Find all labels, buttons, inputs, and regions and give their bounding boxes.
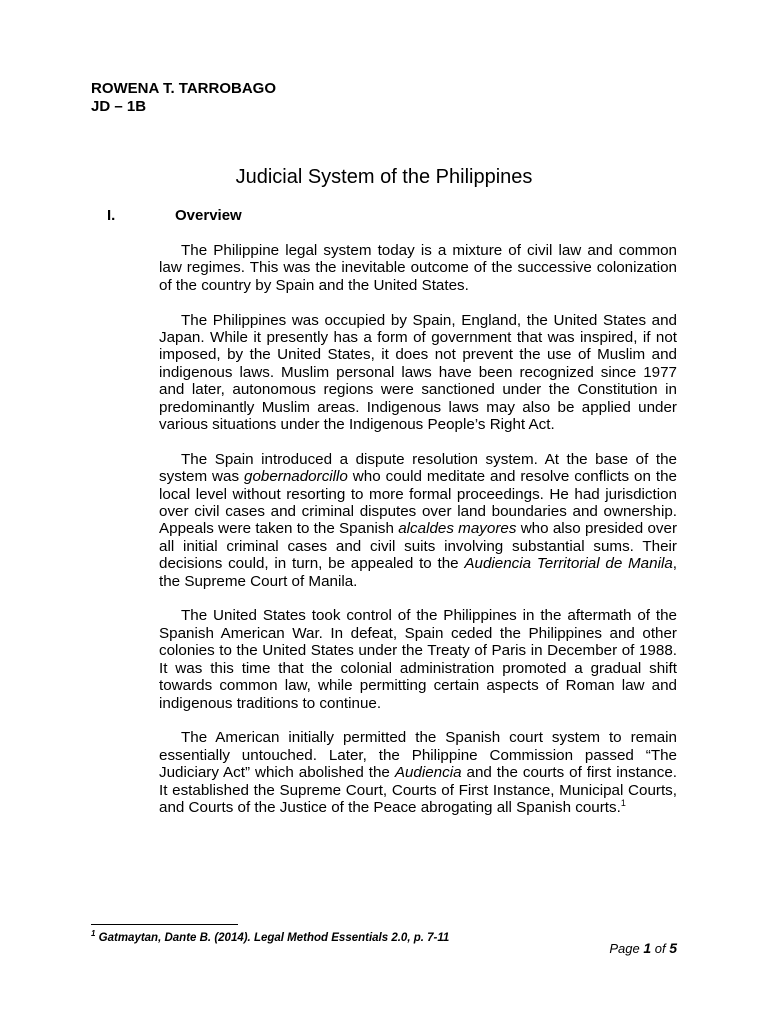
paragraph-1: The Philippine legal system today is a mixture of civil law and common law regimes. This was the inevitable outcome of the successive colonization of the country by Spain and the United States. xyxy=(159,242,677,294)
section-number: I. xyxy=(107,207,116,224)
italic-term: gobernadorcillo xyxy=(244,468,348,486)
body-text xyxy=(159,242,677,816)
author-class: JD – 1B xyxy=(91,98,147,115)
footnote-divider xyxy=(91,924,238,925)
paragraph-5 xyxy=(159,729,677,816)
page-of: of xyxy=(651,941,670,956)
total-pages: 5 xyxy=(669,940,677,956)
text-run: , the Supreme Court of Manila. xyxy=(159,555,678,590)
paragraph-4: The United States took control of the Philippines in the aftermath of the Spanish American War. In defeat, Spain ceded the Philippines and other colonies to the United States under the Treaty of Paris in December of 1988. It was this time that the colonial administration promoted a gradual shift towards common law, while permitting certain aspects of Roman law and indigenous traditions to continue. xyxy=(159,607,677,712)
footnote xyxy=(91,929,449,944)
author-block xyxy=(91,80,276,116)
document-title: Judicial System of the Philippines xyxy=(235,166,533,188)
italic-term: Audiencia Territorial de Manila xyxy=(464,555,673,573)
section-heading xyxy=(91,207,242,224)
paragraph-3 xyxy=(159,451,677,590)
page-label: Page xyxy=(609,941,644,956)
footnote-text: Gatmaytan, Dante B. (2014). Legal Method Essentials 2.0, p. 7-11 xyxy=(95,931,450,944)
italic-term: Audiencia xyxy=(394,764,462,782)
author-name: ROWENA T. TARROBAGO xyxy=(91,80,276,97)
page-number xyxy=(609,940,677,956)
footnote-reference[interactable]: 1 xyxy=(620,797,626,808)
text-run: The Spain introduced a dispute resolution system. At the base of the system was xyxy=(159,450,677,486)
italic-term: alcaldes mayores xyxy=(398,520,517,538)
footnote-mark: 1 xyxy=(91,929,96,938)
text-run: and the courts of first instance. It established the Supreme Court, Courts of First Instance, Municipal Courts, and Courts of the Justice of the Peace abrogating all Spanish courts. xyxy=(159,764,677,816)
paragraph-2: The Philippines was occupied by Spain, England, the United States and Japan. While it presently has a form of government that was inspired, if not imposed, by the United States, it does not prevent the use of Muslim and indigenous laws. Muslim personal laws have been recognized since 1977 and later, autonomous regions were sanctioned under the Constitution in predominantly Muslim areas. Indigenous laws may also be applied under various situations under the Indigenous People’s Right Act. xyxy=(159,311,677,434)
current-page: 1 xyxy=(643,940,652,956)
text-run: who also presided over all initial criminal cases and civil suits involving substantial sums. Their decisions could, in turn, be appealed to the xyxy=(159,520,678,573)
section-title: Overview xyxy=(175,207,242,224)
text-run: who could meditate and resolve conflicts on the local level without resorting to more formal proceedings. He had jurisdiction over civil cases and criminal disputes over land boundaries and ownership. Appeals were taken to the Spanish xyxy=(159,468,678,538)
text-run: The American initially permitted the Spanish court system to remain essentially untouched. Later, the Philippine Commission passed “The Judiciary Act” which abolished the xyxy=(159,729,677,782)
